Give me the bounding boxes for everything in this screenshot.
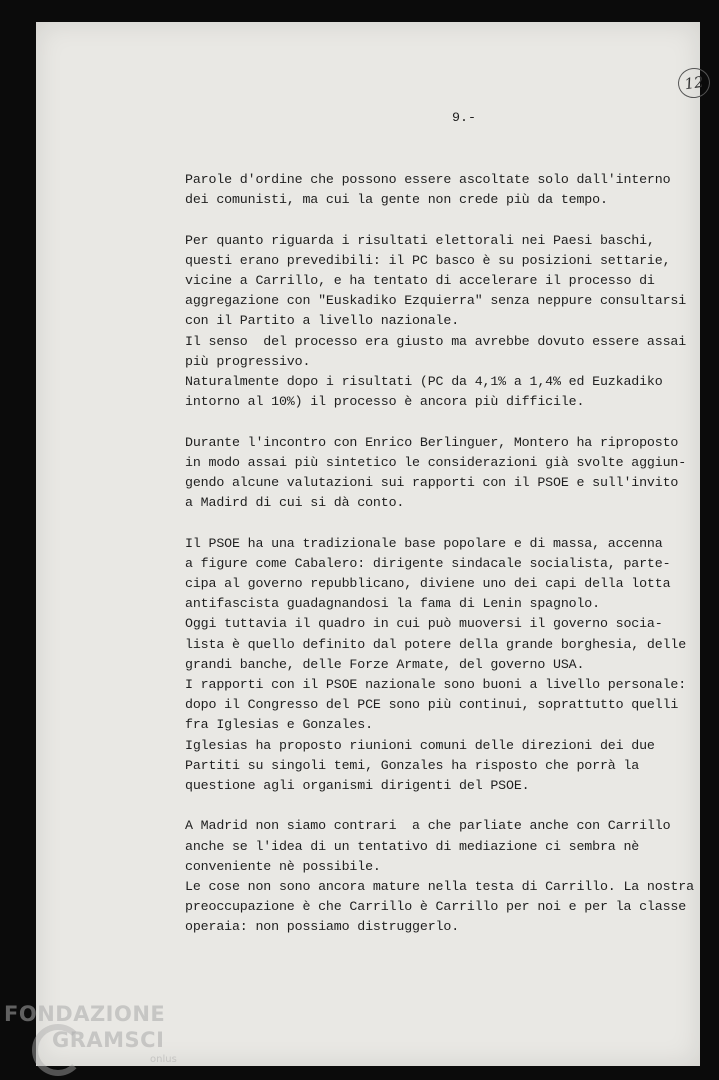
text-line: in modo assai più sintetico le considerazioni già svolte aggiun-: [185, 454, 687, 470]
paragraph-2: [185, 231, 687, 413]
text-line: Il PSOE ha una tradizionale base popolare e di massa, accenna: [185, 535, 663, 551]
text-line: grandi banche, delle Forze Armate, del governo USA.: [185, 656, 585, 672]
page-number: 9.-: [452, 110, 476, 125]
paragraph-3: [185, 433, 687, 514]
text-line: Iglesias ha proposto riunioni comuni delle direzioni dei due: [185, 737, 655, 753]
text-line: a Madird di cui si dà conto.: [185, 495, 405, 511]
text-line: intorno al 10%) il processo è ancora più difficile.: [185, 394, 585, 410]
text-line: vicine a Carrillo, e ha tentato di accelerare il processo di: [185, 273, 655, 288]
text-line: cipa al governo repubblicano, diviene uno dei capi della lotta: [185, 576, 671, 592]
text-line: più progressivo.: [185, 353, 311, 369]
text-line: Oggi tuttavia il quadro in cui può muoversi il governo socia-: [185, 616, 663, 632]
text-line: A Madrid non siamo contrari a che parliate anche con Carrillo: [185, 818, 671, 834]
text-line: gendo alcune valutazioni sui rapporti con il PSOE e sull'invito: [185, 475, 679, 491]
text-line: aggregazione con "Euskadiko Ezquierra" senza neppure consultarsi: [185, 293, 687, 309]
text-line: operaia: non possiamo distruggerlo.: [185, 919, 460, 935]
text-line: questione agli organismi dirigenti del PSOE.: [185, 778, 530, 794]
archive-page-stamp: 12: [676, 66, 712, 100]
text-line: anche se l'idea di un tentativo di mediazione ci sembra nè: [185, 838, 640, 854]
text-line: Durante l'incontro con Enrico Berlinguer, Montero ha riproposto: [185, 434, 679, 450]
text-line: fra Iglesias e Gonzales.: [185, 717, 373, 733]
text-line: Naturalmente dopo i risultati (PC da 4,1% a 1,4% ed Euzkadiko: [185, 374, 663, 390]
text-line: conveniente nè possibile.: [185, 858, 381, 874]
text-line: con il Partito a livello nazionale.: [185, 313, 460, 329]
text-line: Partiti su singoli temi, Gonzales ha risposto che porrà la: [185, 757, 640, 773]
watermark-line3: onlus: [150, 1054, 177, 1065]
text-line: antifascista guadagnandosi la fama di Lenin spagnolo.: [185, 596, 600, 612]
text-line: Il senso del processo era giusto ma avrebbe dovuto essere assai: [185, 333, 687, 349]
text-line: preoccupazione è che Carrillo è Carrillo per noi e per la classe: [185, 899, 687, 915]
paragraph-5: [185, 816, 694, 937]
text-line: a figure come Cabalero: dirigente sindacale socialista, parte-: [185, 555, 671, 571]
text-line: I rapporti con il PSOE nazionale sono buoni a livello personale:: [185, 677, 687, 693]
text-line: questi erano prevedibili: il PC basco è su posizioni settarie,: [185, 252, 671, 268]
text-line: Le cose non sono ancora mature nella testa di Carrillo. La nostra: [185, 879, 694, 895]
paragraph-4: [185, 534, 687, 797]
text-line: dei comunisti, ma cui la gente non crede più da tempo.: [185, 192, 608, 208]
paragraph-1: [185, 170, 671, 210]
text-line: Parole d'ordine che possono essere ascoltate solo dall'interno: [185, 172, 671, 187]
watermark-line2: GRAMSCI: [52, 1028, 165, 1052]
text-line: Per quanto riguarda i risultati elettorali nei Paesi baschi,: [185, 232, 655, 248]
text-line: dopo il Congresso del PCE sono più continui, soprattutto quelli: [185, 697, 679, 713]
document-body: [185, 170, 694, 958]
watermark-line1: FONDAZIONE: [4, 1002, 166, 1026]
text-line: lista è quello definito dal potere della grande borghesia, delle: [185, 636, 687, 652]
